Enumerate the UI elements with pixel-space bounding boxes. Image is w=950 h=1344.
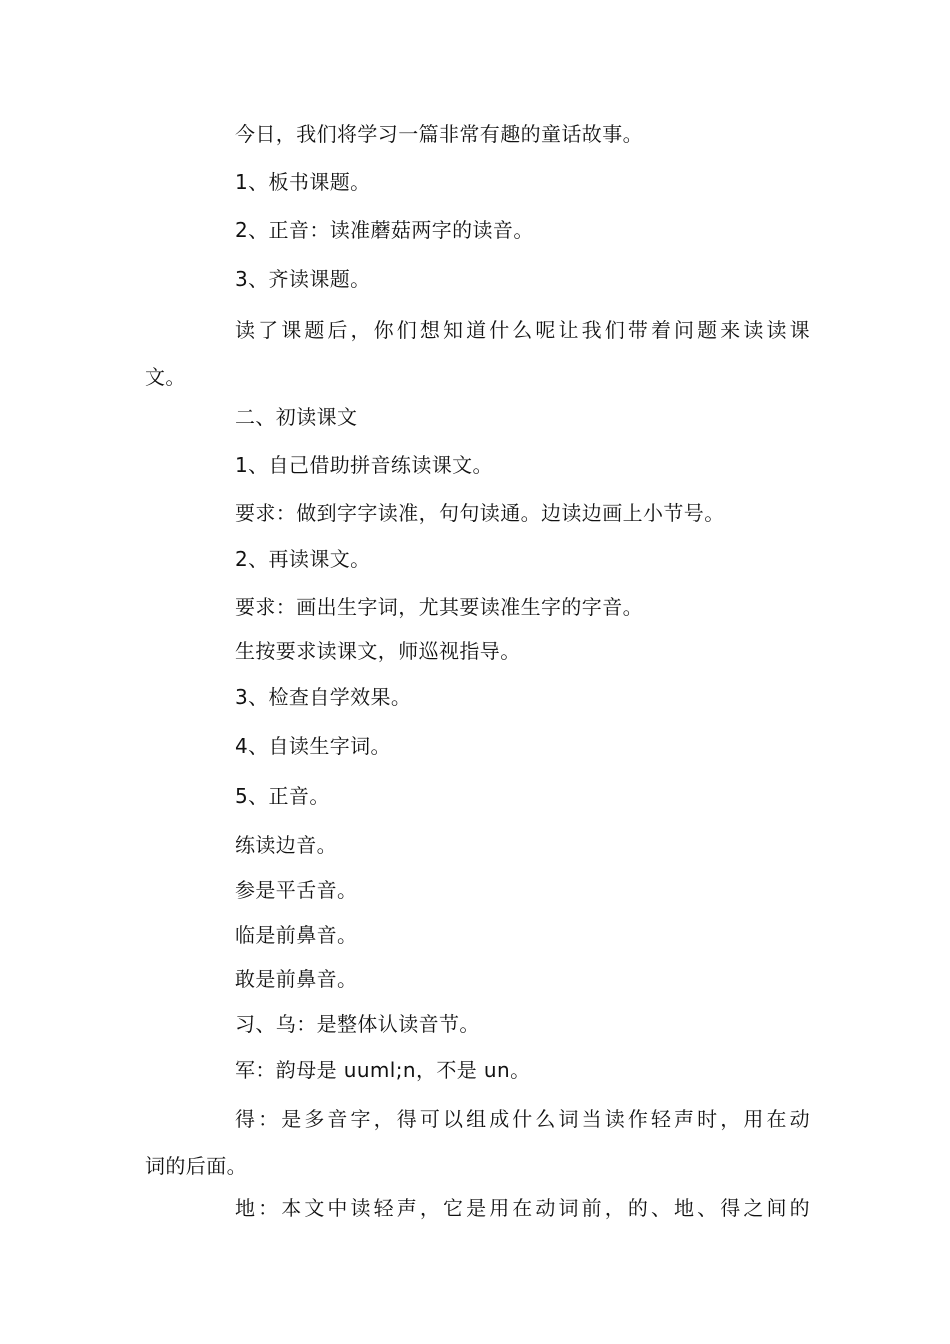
list-item: 3、检查自学效果。 — [235, 685, 412, 709]
text-line: 生按要求读课文，师巡视指导。 — [235, 639, 521, 663]
paragraph-line: 文。 — [145, 365, 186, 389]
text-line: 要求：做到字字读准，句句读通。边读边画上小节号。 — [235, 501, 725, 525]
text-line: 参是平舌音。 — [235, 878, 358, 902]
text-line: 习、乌：是整体认读音节。 — [235, 1012, 480, 1036]
paragraph-line: 得：是多音字，得可以组成什么词当读作轻声时，用在动 — [235, 1107, 810, 1131]
list-item: 3、齐读课题。 — [235, 267, 371, 291]
text-line: 今日，我们将学习一篇非常有趣的童话故事。 — [235, 122, 643, 146]
list-item: 2、再读课文。 — [235, 547, 371, 571]
list-item: 4、自读生字词。 — [235, 734, 391, 758]
text-line: 军：韵母是 uuml;n，不是 un。 — [235, 1058, 531, 1082]
list-item: 1、自己借助拼音练读课文。 — [235, 453, 493, 477]
list-item: 1、板书课题。 — [235, 170, 371, 194]
paragraph-line: 读了课题后，你们想知道什么呢让我们带着问题来读读课 — [235, 318, 810, 342]
text-line: 要求：画出生字词，尤其要读准生字的字音。 — [235, 595, 643, 619]
list-item: 2、正音：读准蘑菇两字的读音。 — [235, 218, 534, 242]
text-line: 临是前鼻音。 — [235, 923, 358, 947]
text-line: 练读边音。 — [235, 833, 337, 857]
section-heading: 二、初读课文 — [235, 405, 358, 429]
text-line: 敢是前鼻音。 — [235, 967, 358, 991]
list-item: 5、正音。 — [235, 784, 330, 808]
paragraph-line: 地：本文中读轻声，它是用在动词前，的、地、得之间的 — [235, 1196, 810, 1220]
paragraph-line: 词的后面。 — [145, 1154, 247, 1178]
